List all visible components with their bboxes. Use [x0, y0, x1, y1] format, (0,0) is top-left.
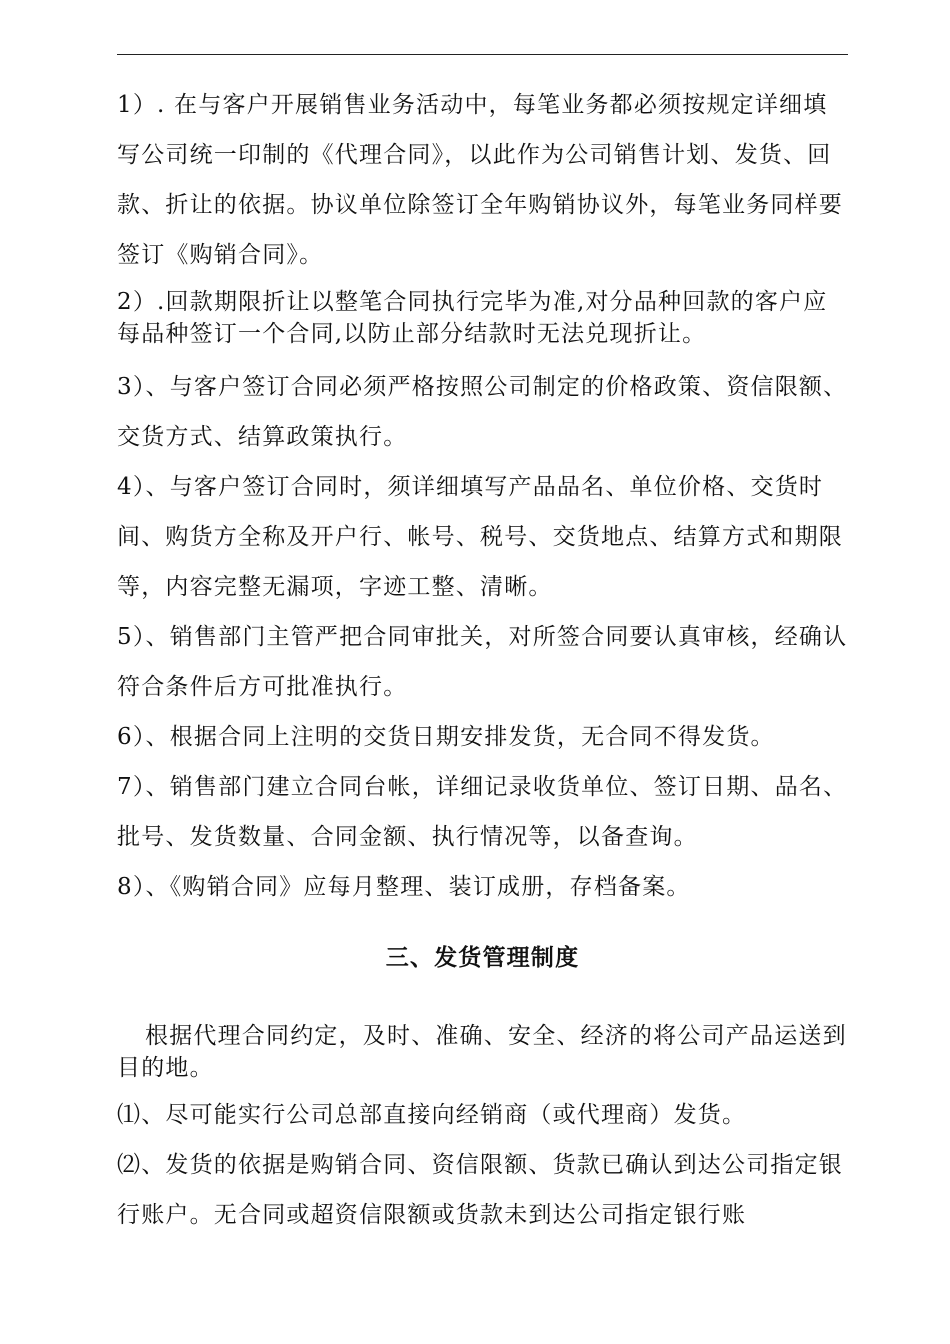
clause-7: 7）、销售部门建立合同台帐，详细记录收货单位、签订日期、品名、批号、发货数量、合同金额、执行情况等，以备查询。: [117, 774, 848, 850]
clause-4: 4）、与客户签订合同时，须详细填写产品品名、单位价格、交货时间、购货方全称及开户行、帐号、税号、交货地点、结算方式和期限等，内容完整无漏项，字迹工整、清晰。: [117, 474, 843, 600]
clause-2: 2）.回款期限折让以整笔合同执行完毕为准,对分品种回款的客户应每品种签订一个合同,以防止部分结款时无法兑现折让。: [117, 289, 828, 347]
clause-8: 8）、《购销合同》应每月整理、装订成册，存档备案。: [117, 874, 691, 900]
section-intro: 根据代理合同约定，及时、准确、安全、经济的将公司产品运送到目的地。: [117, 1023, 847, 1081]
clause-3: 3）、与客户签订合同必须严格按照公司制定的价格政策、资信限额、交货方式、结算政策执行。: [117, 374, 848, 450]
clause-6: 6）、根据合同上注明的交货日期安排发货，无合同不得发货。: [117, 724, 775, 750]
header-rule: [117, 54, 848, 55]
document-body: [117, 80, 848, 1240]
section-heading: 三、发货管理制度: [385, 944, 580, 971]
clause-5: 5）、销售部门主管严把合同审批关，对所签合同要认真审核，经确认符合条件后方可批准执行。: [117, 624, 848, 700]
delivery-item-2: ⑵、发货的依据是购销合同、资信限额、货款已确认到达公司指定银行账户。无合同或超资信限额或货款未到达公司指定银行账: [117, 1152, 843, 1228]
clause-1: 1）. 在与客户开展销售业务活动中，每笔业务都必须按规定详细填写公司统一印制的《代理合同》，以此作为公司销售计划、发货、回款、折让的依据。协议单位除签订全年购销协议外，每笔业务同样要签订《购销合同》。: [117, 92, 843, 268]
delivery-item-1: ⑴、尽可能实行公司总部直接向经销商（或代理商）发货。: [117, 1102, 747, 1128]
